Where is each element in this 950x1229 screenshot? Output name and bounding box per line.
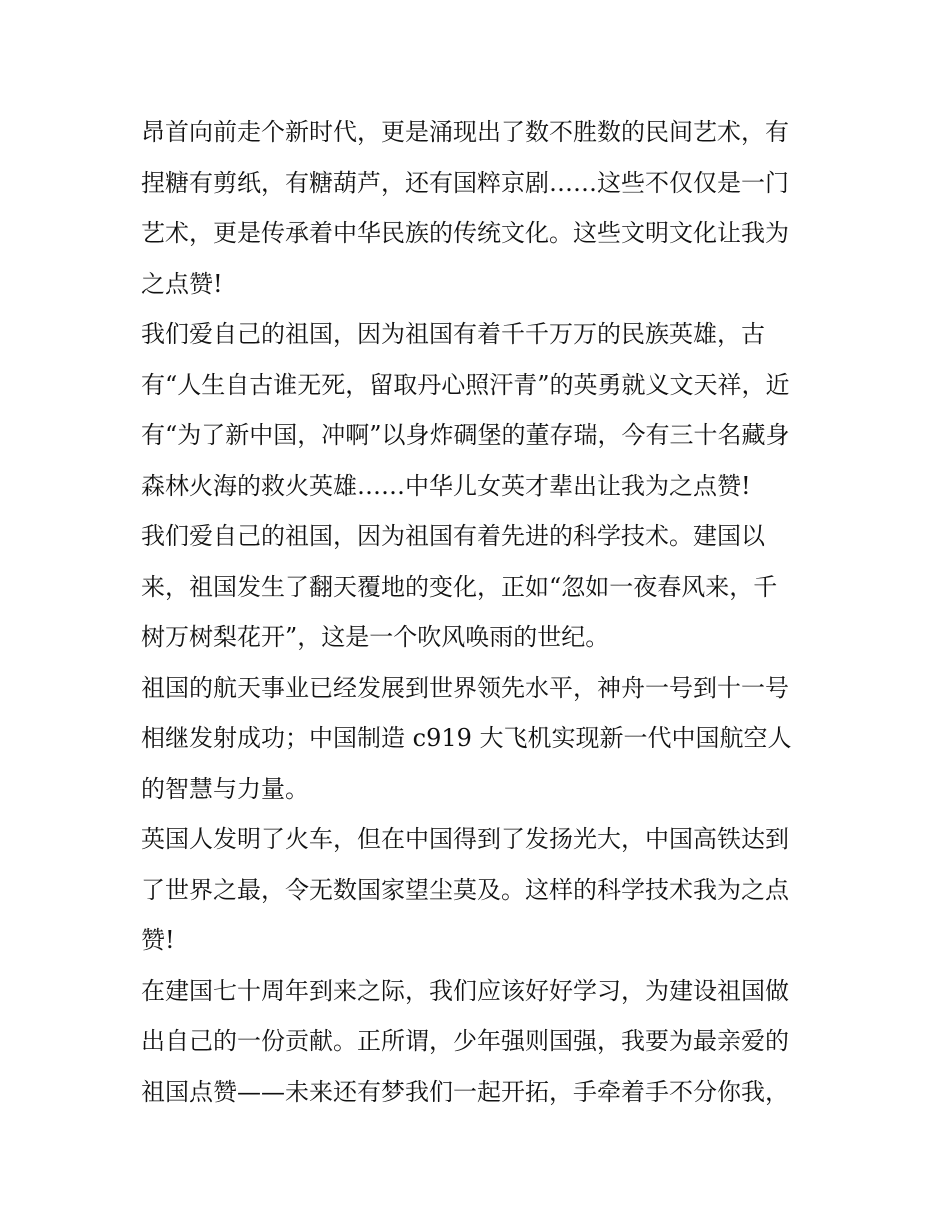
text-line: 我们爱自己的祖国，因为祖国有着千千万万的民族英雄，古: [141, 320, 765, 348]
text-line: 之点赞!: [141, 269, 223, 298]
text-line: 相继发射成功；中国制造 c919 大飞机实现新一代中国航空人: [141, 724, 792, 752]
text-line: 了世界之最，令无数国家望尘莫及。这样的科学技术我为之点: [141, 875, 789, 904]
text-line: 在建国七十周年到来之际，我们应该好好学习，为建设祖国做: [141, 976, 789, 1005]
text-line: 有“为了新中国，冲啊”以身炸碉堡的董存瑞，今有三十名藏身: [141, 421, 790, 449]
text-line: 艺术，更是传承着中华民族的传统文化。这些文明文化让我为: [141, 219, 789, 247]
text-line: 祖国的航天事业已经发展到世界领先水平，神舟一号到十一号: [141, 673, 789, 702]
essay-body: [141, 107, 813, 1117]
text-line: 森林火海的救火英雄……中华儿女英才辈出让我为之点赞!: [141, 471, 751, 500]
text-line: 有“人生自古谁无死，留取丹心照汗青”的英勇就义文天祥，近: [141, 370, 790, 399]
text-line: 英国人发明了火车，但在中国得到了发扬光大，中国高铁达到: [141, 825, 789, 853]
text-line: 捏糖有剪纸，有糖葫芦，还有国粹京剧……这些不仅仅是一门: [141, 168, 789, 197]
text-line: 来，祖国发生了翻天覆地的变化，正如“忽如一夜春风来，千: [141, 572, 778, 601]
text-line: 的智慧与力量。: [141, 774, 309, 803]
text-line: 昂首向前走个新时代，更是涌现出了数不胜数的民间艺术，有: [141, 118, 789, 146]
text-line: 祖国点赞——未来还有梦我们一起开拓，手牵着手不分你我，: [141, 1077, 789, 1106]
text-line: 出自己的一份贡献。正所谓，少年强则国强，我要为最亲爱的: [141, 1027, 789, 1055]
text-line: 树万树梨花开”，这是一个吹风唤雨的世纪。: [141, 623, 610, 651]
text-line: 我们爱自己的祖国，因为祖国有着先进的科学技术。建国以: [141, 522, 765, 550]
text-line: 赞!: [141, 926, 175, 954]
